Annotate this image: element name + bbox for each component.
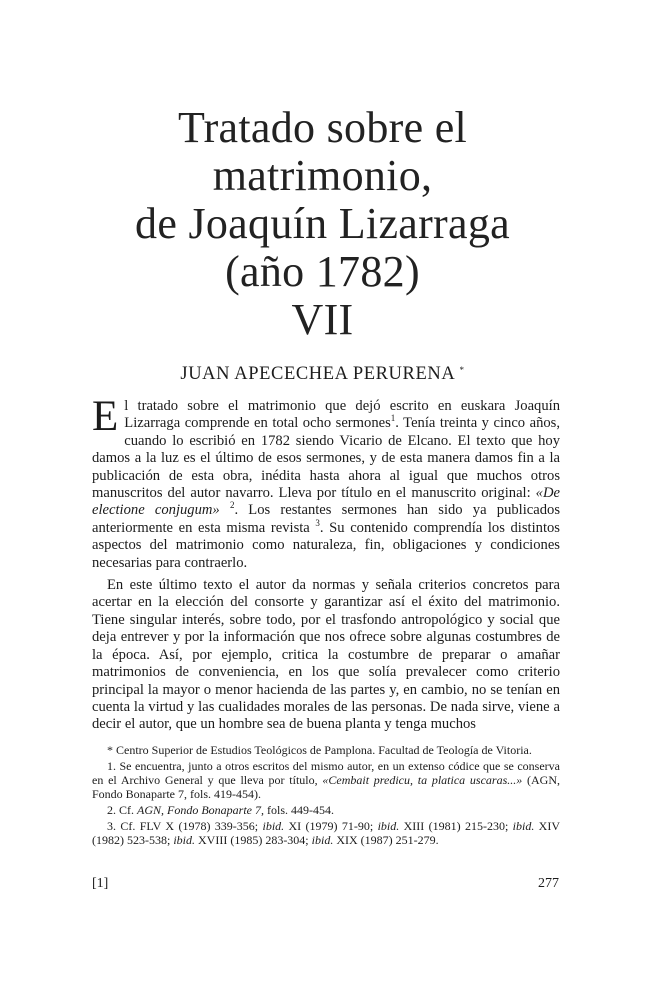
author-name: JUAN APECECHEA PERURENA — [180, 364, 455, 384]
footnote-text: XVIII (1985) 283-304; — [195, 833, 312, 847]
author-byline — [60, 364, 585, 385]
title-line: VII — [291, 295, 354, 344]
title-line: Tratado sobre el — [177, 103, 468, 152]
footnote-1 — [92, 759, 560, 801]
paragraph-1 — [92, 393, 561, 572]
footnote-2 — [92, 803, 560, 817]
folio-marker: [1] — [92, 876, 109, 891]
footnote-text: Cf. — [116, 803, 137, 817]
italic-title: «De electione conjugum» — [92, 485, 560, 519]
footnote-number: 2. — [107, 803, 116, 817]
article-title — [60, 104, 585, 344]
page-number: 277 — [538, 876, 559, 891]
footnote-italic: ibid. — [377, 819, 400, 833]
footnote-italic: ibid. — [311, 833, 334, 847]
footnote-italic: ibid. — [262, 819, 285, 833]
footnote-text: (AGN, Fondo Bonaparte 7, fols. 419-454). — [92, 773, 561, 801]
footnote-italic: AGN, Fondo Bonaparte 7, — [137, 803, 264, 817]
paragraph-text: . Los restantes sermones han sido ya publicados anteriormente en esta misma revista — [92, 502, 561, 536]
footnote-ref: 1 — [390, 413, 396, 424]
footnote-ref: 2 — [229, 500, 235, 511]
footnote-3 — [92, 819, 560, 847]
author-footnote-mark: * — [459, 365, 465, 375]
footnote-text: XIX (1987) 251-279. — [333, 833, 439, 847]
footnote-text: Se encuentra, junto a otros escritos del mismo autor, en un extenso códice que se conserva en el Archivo General y que lleva por título, — [92, 759, 560, 787]
footnote-italic: ibid. — [512, 819, 535, 833]
footnote-text: XIV (1982) 523-538; — [92, 819, 561, 847]
paragraph-text: . Su contenido comprendía los distintos aspectos del matrimonio como naturaleza, fin, obligaciones y condiciones necesarias para contraerlo. — [92, 519, 560, 571]
paragraph-2: En este último texto el autor da normas y señala criterios concretos para acertar en la elección del consorte y garantizar así el éxito del matrimonio. Tiene singular interés, sobre todo, por el trasfondo antropológico y social que deja entrever y por la información que nos ofrece sobre algunas costumbres de la época. Así, por ejemplo, critica la costumbre de preparar o amañar matrimonios de conveniencia, en los que solía prevalecer como criterio principal la mayor o menor hacienda de las partes y, en cambio, no se tenían en cuenta la virtud y las cualidades morales de las personas. De nada sirve, viene a decir el autor, que un hombre sea de buena planta y tenga muchos — [92, 577, 560, 733]
footnote-italic: «Cembait predicu, ta platica uscaras...» — [322, 773, 523, 787]
drop-cap: E — [92, 393, 119, 440]
footnotes — [92, 743, 560, 847]
footnote-mark: * — [107, 743, 113, 757]
footnote-number: 1. — [107, 759, 116, 773]
paragraph-text: . Tenía treinta y cinco años, cuando lo escribió en 1782 siendo Vicario de Elcano. El texto que hoy damos a la luz es el último de esos sermones, y de esta manera damos fin a la publicación de esta obra, inédita hasta ahora al igual que muchos otros manuscritos del autor navarro. Lleva por título en el manuscrito original: — [92, 415, 561, 502]
footnote-text: XI (1979) 71-90; — [284, 819, 378, 833]
title-line: (año 1782) — [225, 247, 420, 296]
footnote-italic: ibid. — [173, 833, 195, 847]
footnote-number: 3. — [107, 819, 116, 833]
title-line: matrimonio, — [212, 151, 433, 200]
title-line: de Joaquín Lizarraga — [135, 199, 510, 248]
paragraph-text: l tratado sobre el matrimonio que dejó escrito en euskara Joaquín Lizarraga comprende en total ocho sermones — [124, 398, 560, 432]
footnote-star — [92, 743, 560, 757]
footnote-text: fols. 449-454. — [264, 803, 334, 817]
footnote-text: XIII (1981) 215-230; — [399, 819, 513, 833]
footnote-text: Cf. FLV X (1978) 339-356; — [116, 819, 263, 833]
footnote-ref: 3 — [315, 517, 320, 528]
footnote-text: Centro Superior de Estudios Teológicos de Pamplona. Facultad de Teología de Vitoria. — [113, 743, 532, 757]
article-body — [92, 393, 561, 734]
